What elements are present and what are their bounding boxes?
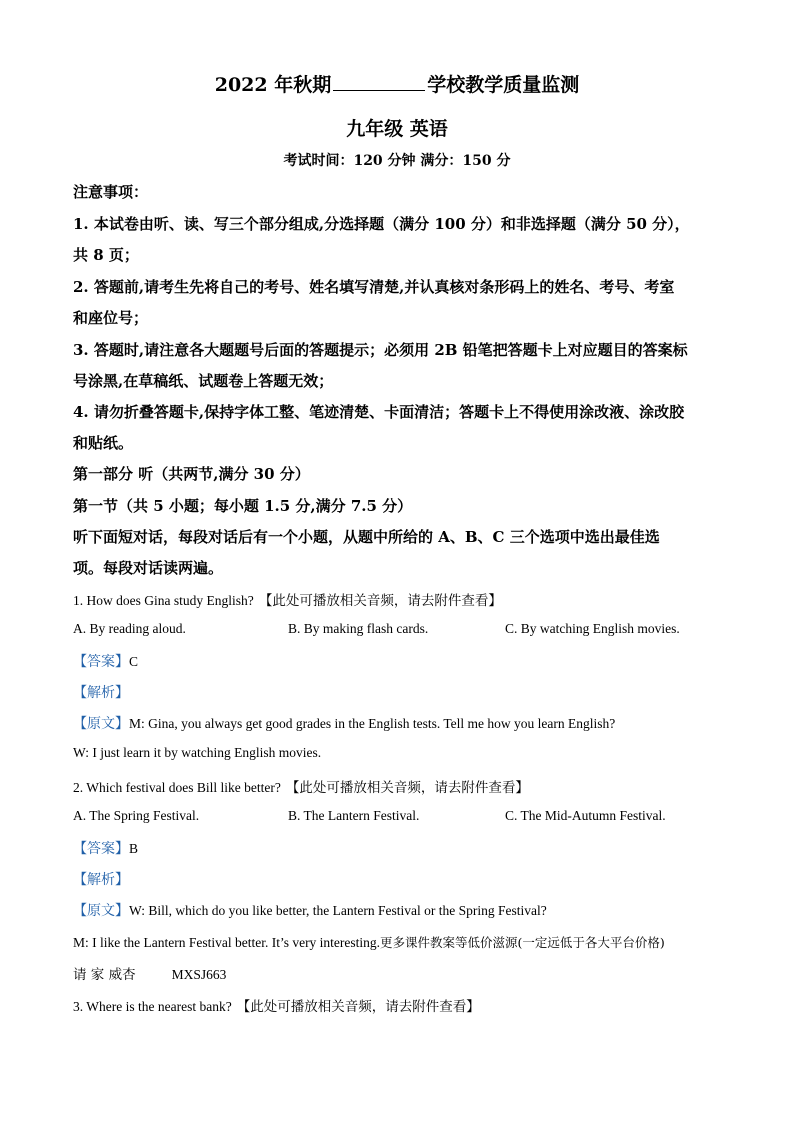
section1-heading: 第一节（共 5 小题；每小题 1.5 分,满分 7.5 分） — [73, 497, 413, 515]
promo-line — [73, 963, 226, 983]
original-tag: 【原文】 — [73, 716, 129, 732]
answer-tag: 【答案】 — [73, 841, 129, 857]
note-line-8: 和贴纸。 — [73, 434, 134, 452]
question-1-text: 1. How does Gina study English? — [73, 593, 254, 608]
q2-original-w — [73, 900, 547, 920]
title-suffix: 学校教学质量监测 — [427, 74, 580, 96]
note-line-5: 3. 答题时,请注意各大题题号后面的答题提示；必须用 2B 铅笔把答题卡上对应题目的答案标 — [73, 341, 688, 359]
analysis-tag: 【解析】 — [73, 685, 129, 701]
promo-name: 请 家 威杏 — [73, 967, 136, 983]
q2-answer — [73, 838, 138, 858]
note-line-3: 2. 答题前,请考生先将自己的考号、姓名填写清楚,并认真核对条形码上的姓名、考号、考室 — [73, 278, 675, 296]
promo-code: MXSJ663 — [171, 967, 227, 982]
subject-title: 九年级 英语 — [346, 118, 448, 140]
instruction-line-1: 听下面短对话，每段对话后有一个小题，从题中所给的 A、B、C 三个选项中选出最佳选 — [73, 528, 660, 546]
exam-info: 考试时间：120 分钟 满分：150 分 — [283, 153, 511, 169]
q2-original-m-text: M: I like the Lantern Festival better. It’s very interesting. — [73, 935, 381, 950]
page-title — [0, 70, 794, 97]
q2-option-c: C. The Mid-Autumn Festival. — [505, 808, 666, 823]
q1-option-b: B. By making flash cards. — [288, 621, 429, 636]
q1-option-a: A. By reading aloud. — [73, 621, 186, 636]
q1-original-w: W: I just learn it by watching English movies. — [73, 745, 322, 760]
q1-answer — [73, 651, 138, 671]
q2-option-a: A. The Spring Festival. — [73, 808, 200, 823]
q1-option-c: C. By watching English movies. — [505, 621, 680, 636]
school-name-blank — [333, 74, 425, 91]
note-line-1: 1. 本试卷由听、读、写三个部分组成,分选择题（满分 100 分）和非选择题（满分 50 分）， — [73, 215, 690, 233]
q2-analysis — [73, 869, 129, 889]
question-2-text: 2. Which festival does Bill like better? — [73, 780, 281, 795]
note-line-7: 4. 请勿折叠答题卡,保持字体工整、笔迹清楚、卡面清洁；答题卡上不得使用涂改液、涂改胶 — [73, 403, 685, 421]
note-line-4: 和座位号； — [73, 309, 149, 327]
q1-answer-value: C — [129, 654, 139, 669]
analysis-tag: 【解析】 — [73, 872, 129, 888]
q2-original-w-text: W: Bill, which do you like better, the Lantern Festival or the Spring Festival? — [129, 903, 547, 918]
note-line-2: 共 8 页； — [73, 246, 139, 264]
audio-note-3: 【此处可播放相关音频，请去附件查看】 — [236, 999, 480, 1015]
q1-original-m — [73, 713, 615, 733]
notes-heading: 注意事项： — [73, 183, 149, 201]
audio-note-1: 【此处可播放相关音频，请去附件查看】 — [258, 593, 502, 609]
q2-original-m — [73, 932, 665, 951]
q1-analysis — [73, 682, 129, 702]
question-3 — [73, 995, 480, 1015]
instruction-line-2: 项。每段对话读两遍。 — [73, 559, 224, 577]
original-tag: 【原文】 — [73, 903, 129, 919]
question-3-text: 3. Where is the nearest bank? — [73, 999, 232, 1014]
q2-option-b: B. The Lantern Festival. — [288, 808, 420, 823]
answer-tag: 【答案】 — [73, 654, 129, 670]
q2-answer-value: B — [129, 841, 139, 856]
promo-text: 更多课件教案等低价滋源(一定远低于各大平台价格) — [380, 935, 665, 950]
audio-note-2: 【此处可播放相关音频，请去附件查看】 — [285, 780, 529, 796]
title-prefix: 2022 年秋期 — [214, 74, 332, 96]
question-2 — [73, 776, 529, 796]
note-line-6: 号涂黑,在草稿纸、试题卷上答题无效； — [73, 372, 334, 390]
q1-original-m-text: M: Gina, you always get good grades in the English tests. Tell me how you learn English? — [129, 716, 616, 731]
part1-heading: 第一部分 听（共两节,满分 30 分） — [73, 465, 310, 483]
question-1 — [73, 589, 502, 609]
